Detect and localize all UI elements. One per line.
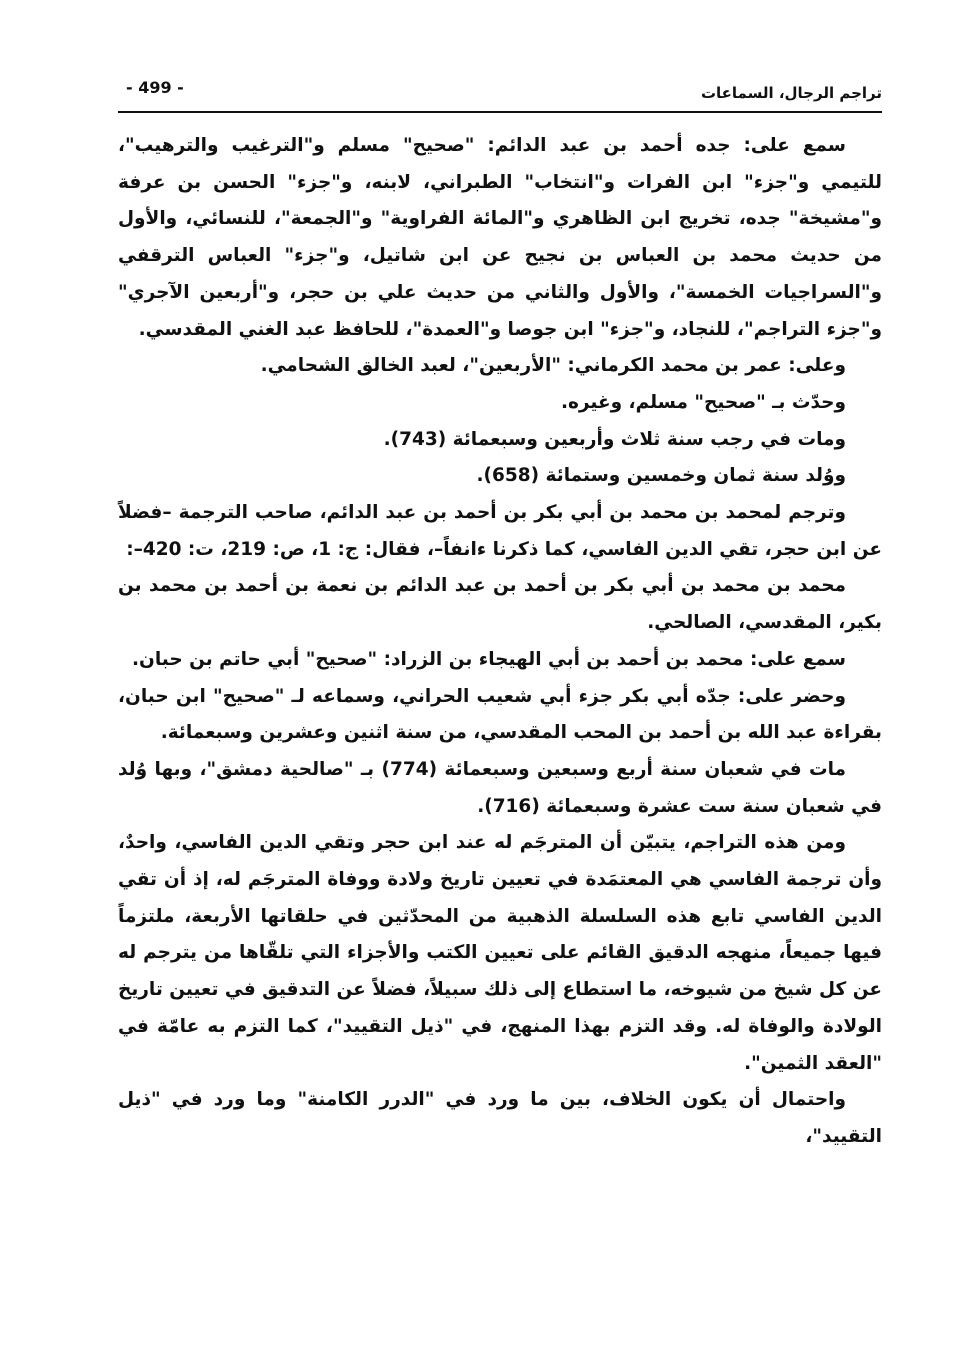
paragraph: واحتمال أن يكون الخلاف، بين ما ورد في "الدرر الكامنة" وما ورد في "ذيل التقييد"،: [118, 1089, 882, 1147]
paragraph: سمع على: جده أحمد بن عبد الدائم: "صحيح" مسلم و"الترغيب والترهيب"، للتيمي و"جزء" ابن الفرات و"انتخاب" الطبراني، لابنه، و"جزء" الحسن بن عرفة و"مشيخة" جده، تخريج ابن الظاهري و"المائة الفراوية" و"الجمعة"، للنسائي، والأول من حديث محمد بن العباس بن نجيح عن ابن شاتيل، و"جزء" العباس الترقفي و"السراجيات الخمسة"، والأول والثاني من حديث علي بن حجر، و"أربعين الآجري" و"جزء التراجم"، للنجاد، و"جزء" ابن جوصا و"العمدة"، للحافظ عبد الغني المقدسي.: [118, 135, 882, 340]
paragraph: وترجم لمحمد بن محمد بن أبي بكر بن أحمد بن عبد الدائم، صاحب الترجمة –فضلاً عن ابن حجر، تقي الدين الفاسي، كما ذكرنا ءانفاً–، فقال: ج: 1، ص: 219، ت: 420–:: [118, 502, 882, 560]
paragraph: سمع على: محمد بن أحمد بن أبي الهيجاء بن الزراد: "صحيح" أبي حاتم بن حبان.: [132, 648, 846, 670]
paragraph: وعلى: عمر بن محمد الكرماني: "الأربعين"، لعبد الخالق الشحامي.: [260, 355, 846, 377]
running-title: تراجم الرجال، السماعات: [700, 84, 882, 102]
paragraph: وحدّث بـ "صحيح" مسلم، وغيره.: [560, 391, 846, 413]
paragraph: وحضر على: جدّه أبي بكر جزء أبي شعيب الحراني، وسماعه لـ "صحيح" ابن حبان، بقراءة عبد الله بن أحمد بن المحب المقدسي، من سنة اثنين وعشرين وسبعمائة.: [118, 685, 882, 744]
paragraph: ومات في رجب سنة ثلاث وأربعين وسبعمائة (743).: [383, 428, 846, 450]
body-text: [118, 128, 882, 1156]
page-number: - 499 -: [126, 78, 184, 97]
running-header: [118, 76, 882, 106]
paragraph: ومن هذه التراجم، يتبيّن أن المترجَم له عند ابن حجر وتقي الدين الفاسي، واحدٌ، وأن ترجمة الفاسي هي المعتمَدة في تعيين تاريخ ولادة ووفاة المترجَم له، إذ أن تقي الدين الفاسي تابع هذه السلسلة الذهبية من المحدّثين في حلقاتها الأربعة، ملتزماً فيها جميعاً، منهجه الدقيق القائم على تعيين الكتب والأجزاء التي تلقّاها من يترجم له عن كل شيخ من شيوخه، ما استطاع إلى ذلك سبيلاً، فضلاً عن التدقيق في تعيين تاريخ الولادة والوفاة له. وقد التزم بهذا المنهج، في "ذيل التقييد"، كما التزم به عامّة في "العقد الثمين".: [118, 832, 882, 1074]
header-divider: [118, 111, 882, 113]
paragraph: محمد بن محمد بن أبي بكر بن أحمد بن عبد الدائم بن نعمة بن أحمد بن محمد بن بكير، المقدسي، الصالحي.: [118, 575, 882, 634]
paragraph: مات في شعبان سنة أربع وسبعين وسبعمائة (774) بـ "صالحية دمشق"، وبها وُلد في شعبان سنة ست عشرة وسبعمائة (716).: [118, 758, 882, 817]
paragraph: ووُلد سنة ثمان وخمسين وستمائة (658).: [476, 465, 846, 487]
